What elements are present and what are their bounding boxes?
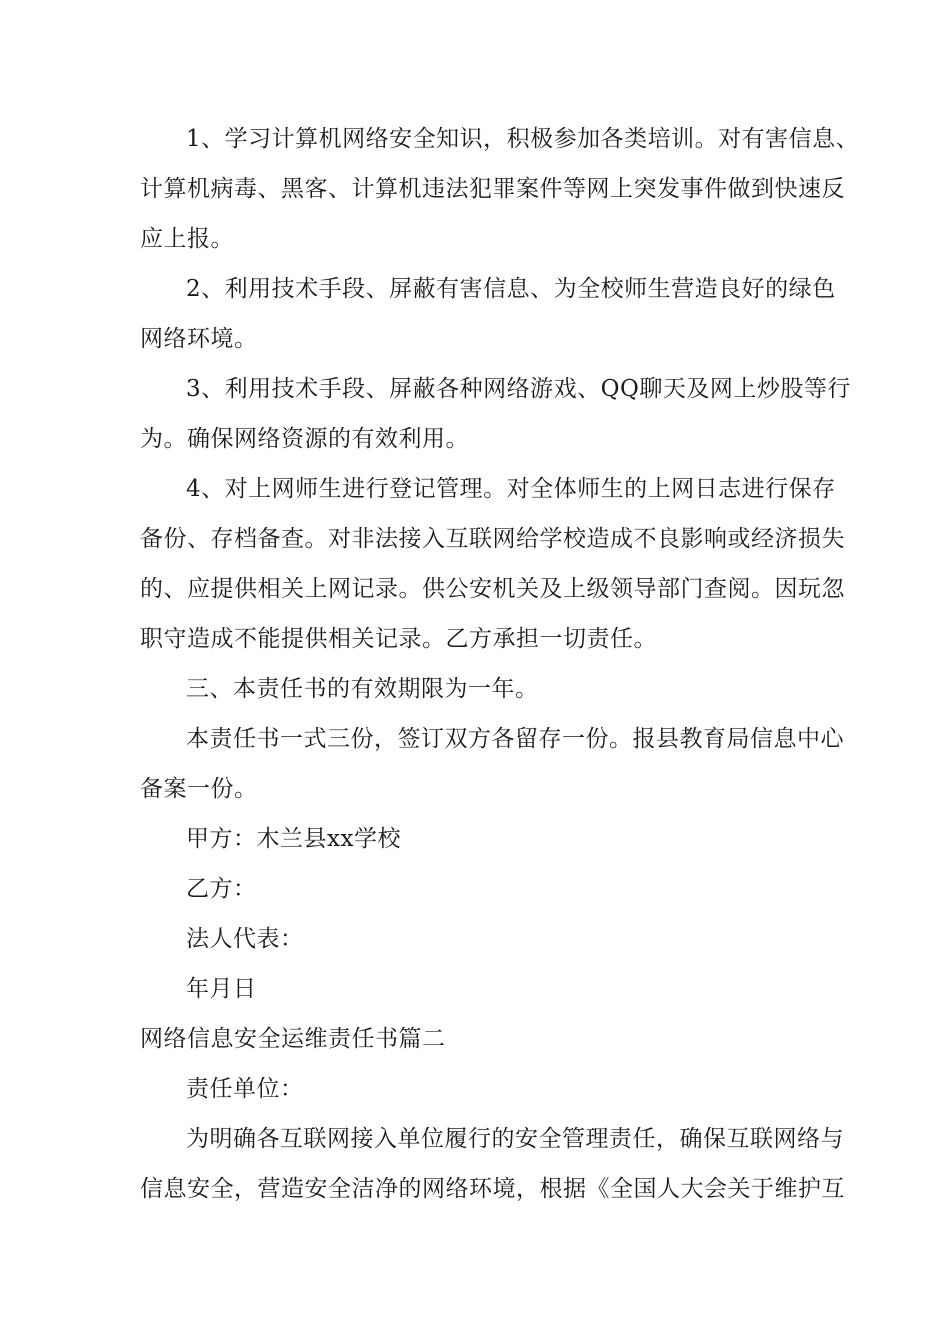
- legal-representative: 法人代表：: [186, 926, 304, 952]
- validity-clause: 三、本责任书的有效期限为一年。: [186, 676, 539, 702]
- intro-line-1: 为明确各互联网接入单位履行的安全管理责任，确保互联网络与: [186, 1126, 844, 1152]
- responsible-unit: 责任单位：: [186, 1076, 304, 1102]
- copies-line-1: 本责任书一式三份，签订双方各留存一份。报县教育局信息中心: [186, 726, 844, 752]
- section-title: 网络信息安全运维责任书篇二: [140, 1026, 446, 1052]
- paragraph-4-line-3: 的、应提供相关上网记录。供公安机关及上级领导部门查阅。因玩忽: [140, 576, 845, 602]
- party-a: 甲方：木兰县xx学校: [186, 826, 401, 852]
- paragraph-4-line-4: 职守造成不能提供相关记录。乙方承担一切责任。: [140, 626, 657, 652]
- party-b: 乙方：: [186, 876, 257, 902]
- paragraph-4-line-2: 备份、存档备查。对非法接入互联网给学校造成不良影响或经济损失: [140, 526, 845, 552]
- paragraph-2-line-1: 2、利用技术手段、屏蔽有害信息、为全校师生营造良好的绿色: [186, 276, 836, 302]
- paragraph-1-line-2: 计算机病毒、黑客、计算机违法犯罪案件等网上突发事件做到快速反: [140, 176, 845, 202]
- paragraph-3-line-1: 3、利用技术手段、屏蔽各种网络游戏、QQ聊天及网上炒股等行: [186, 376, 851, 402]
- paragraph-4-line-1: 4、对上网师生进行登记管理。对全体师生的上网日志进行保存: [186, 476, 836, 502]
- intro-line-2: 信息安全，营造安全洁净的网络环境，根据《全国人大会关于维护互: [140, 1176, 845, 1202]
- paragraph-1-line-1: 1、学习计算机网络安全知识，积极参加各类培训。对有害信息、: [186, 126, 860, 152]
- paragraph-1-line-3: 应上报。: [140, 226, 234, 252]
- paragraph-2-line-2: 网络环境。: [140, 326, 258, 352]
- date-line: 年月日: [186, 976, 257, 1002]
- copies-line-2: 备案一份。: [140, 776, 258, 802]
- paragraph-3-line-2: 为。确保网络资源的有效利用。: [140, 426, 469, 452]
